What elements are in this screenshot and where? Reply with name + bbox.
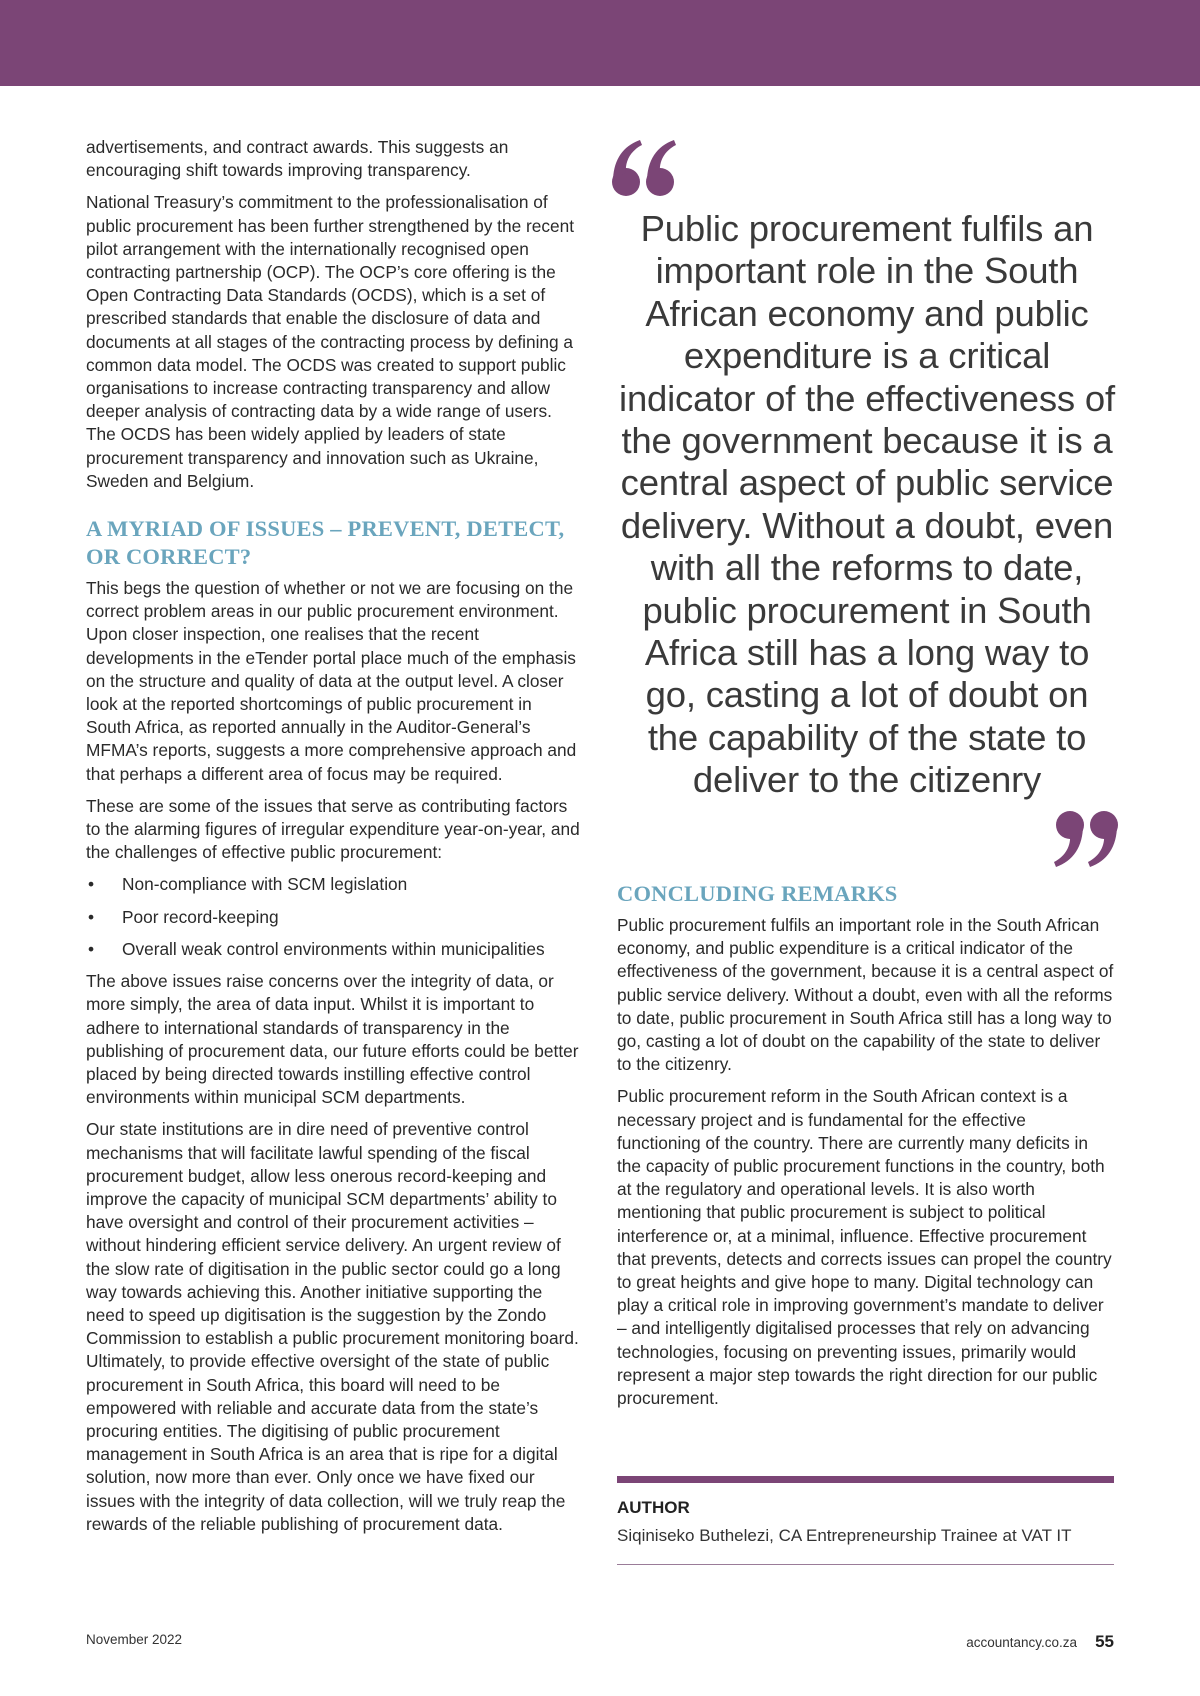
right-column [617, 880, 1114, 1419]
bullet-icon: • [88, 938, 95, 959]
page-number: 55 [1095, 1632, 1114, 1651]
paragraph: The above issues raise concerns over the integrity of data, or more simply, the area of data input. Whilst it is important to adhere to international standards of transparency in the publishing of procurement data, our future efforts could be better placed by being directed towards instilling effective control environments within municipal SCM departments. [86, 971, 579, 1108]
paragraph: Public procurement fulfils an important role in the South African economy, and public expenditure is a critical indicator of the effectiveness of the government, because it is a central aspect of public service delivery. Without a doubt, even with all the reforms to date, public procurement in South Africa still has a long way to go, casting a lot of doubt on the capability of the state to deliver to the citizenry. [617, 915, 1114, 1075]
author-label: AUTHOR [617, 1498, 690, 1517]
author-divider [617, 1476, 1114, 1483]
paragraph: National Treasury’s commitment to the professionalisation of public procurement has been further strengthened by the recent pilot arrangement with the internationally recognised open contracting partnership (OCP). The OCP’s core offering is the Open Contracting Data Standards (OCDS), which is a set of prescribed standards that enable the disclosure of data and documents at all stages of the contracting process by defining a common data model. The OCDS was created to support public organisations to increase contracting transparency and allow deeper analysis of contracting data by a wide range of users. The OCDS has been widely applied by leaders of state procurement transparency and innovation such as Ukraine, Sweden and Belgium. [86, 192, 575, 491]
footer-right [966, 1632, 1114, 1652]
paragraph: This begs the question of whether or not we are focusing on the correct problem areas in our public procurement environment. Upon closer inspection, one realises that the recent developments in the eTender portal place much of the emphasis on the structure and quality of data at the output level. A closer look at the reported shortcomings of public procurement in South Africa, as reported annually in the Auditor-General’s MFMA’s reports, suggests a more comprehensive approach and that perhaps a different area of focus may be required. [86, 578, 577, 784]
section-heading: A MYRIAD OF ISSUES – PREVENT, DETECT, OR CORRECT? [86, 516, 565, 570]
issue-list [86, 873, 580, 961]
paragraph: Public procurement reform in the South African context is a necessary project and is fundamental for the effective functioning of the country. There are currently many deficits in the capacity of public procurement functions in the country, both at the regulatory and operational levels. It is also worth mentioning that public procurement is subject to political interference or, at a minimal, influence. Effective procurement that prevents, detects and corrects issues can propel the country to great heights and give hope to many. Digital technology can play a critical role in improving government’s mandate to deliver – and intelligently digitalised processes that rely on advancing technologies, focusing on preventing issues, primarily would represent a major step towards the right direction for our public procurement. [617, 1086, 1112, 1409]
footer-date: November 2022 [86, 1632, 183, 1647]
close-quote-icon [1052, 808, 1122, 870]
list-item-text: Poor record-keeping [122, 906, 279, 927]
header-band [0, 0, 1200, 86]
author-name: Siqiniseko Buthelezi, CA Entrepreneurship Trainee at VAT IT [617, 1526, 1072, 1545]
section-heading: CONCLUDING REMARKS [617, 881, 898, 906]
list-item-text: Overall weak control environments within municipalities [122, 938, 545, 959]
bullet-icon: • [88, 874, 95, 895]
author-rule [617, 1564, 1114, 1565]
list-item-text: Non-compliance with SCM legislation [122, 874, 408, 895]
list-item [86, 873, 580, 896]
open-quote-icon [610, 138, 680, 200]
left-column [86, 136, 580, 1545]
pull-quote: Public procurement fulfils an important role in the South African economy and public expenditure is a critical indicator of the effectiveness of the government because it is a central aspect of public service delivery. Without a doubt, even with all the reforms to date, public procurement in South Africa still has a long way to go, casting a lot of doubt on the capability of the state to deliver to the citizenry [619, 208, 1115, 801]
list-item [86, 938, 580, 961]
footer-site: accountancy.co.za [966, 1635, 1078, 1650]
paragraph: These are some of the issues that serve as contributing factors to the alarming figures of irregular expenditure year-on-year, and the challenges of effective public procurement: [86, 795, 580, 863]
paragraph: advertisements, and contract awards. This suggests an encouraging shift towards improving transparency. [86, 137, 509, 181]
bullet-icon: • [88, 906, 95, 927]
list-item [86, 906, 580, 929]
paragraph: Our state institutions are in dire need of preventive control mechanisms that will facilitate lawful spending of the fiscal procurement budget, allow less onerous record-keeping and improve the capacity of municipal SCM departments’ ability to have oversight and control of their procurement activities – without hindering efficient service delivery. An urgent review of the slow rate of digitisation in the public sector could go a long way towards achieving this. Another initiative supporting the need to speed up digitisation is the suggestion by the Zondo Commission to establish a public procurement monitoring board. Ultimately, to provide effective oversight of the state of public procurement in South Africa, this board will need to be empowered with reliable and accurate data from the state’s procuring entities. The digitising of public procurement management in South Africa is an area that is ripe for a digital solution, now more than ever. Only once we have fixed our issues with the integrity of data collection, will we truly reap the rewards of the reliable publishing of procurement data. [86, 1119, 579, 1534]
